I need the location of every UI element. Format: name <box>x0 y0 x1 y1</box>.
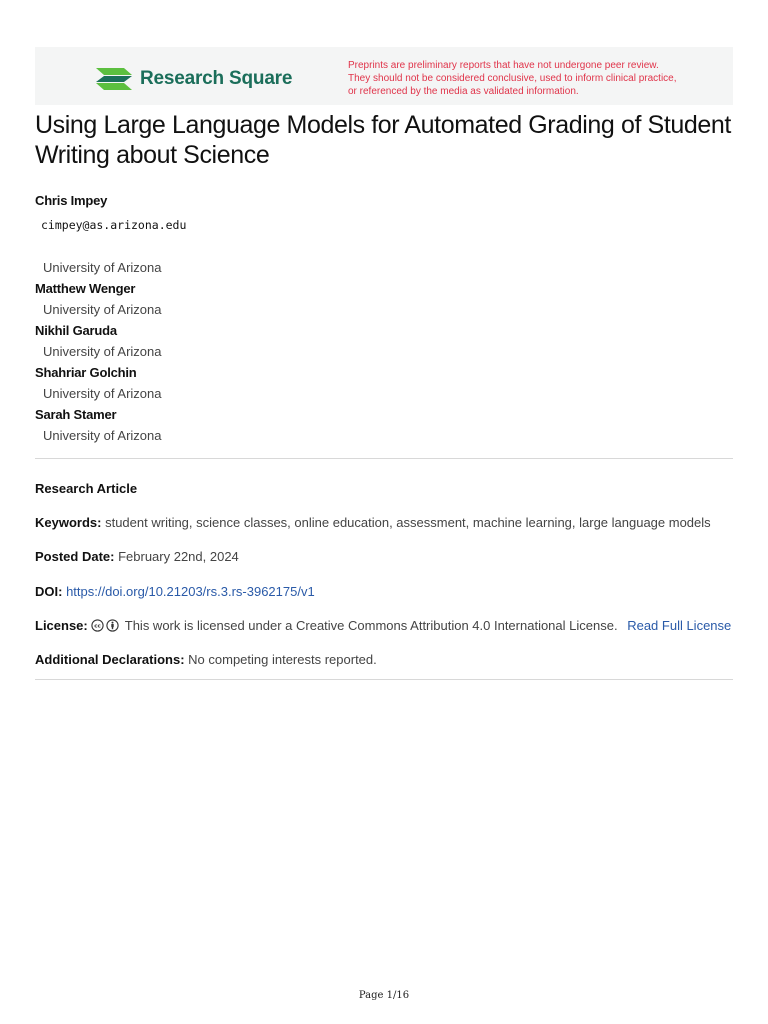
cc-icon <box>91 619 104 632</box>
divider <box>35 679 733 680</box>
research-square-logo-icon <box>94 65 134 93</box>
svg-text:cc: cc <box>94 623 102 630</box>
author-email[interactable]: cimpey@as.arizona.edu <box>41 218 187 232</box>
brand-name: Research Square <box>140 68 293 89</box>
posted-date-label: Posted Date: <box>35 549 115 564</box>
license-row <box>35 618 745 633</box>
doi-label: DOI: <box>35 584 63 599</box>
posted-date-value: February 22nd, 2024 <box>118 549 239 564</box>
author-affiliation: University of Arizona <box>43 260 162 275</box>
keywords-label: Keywords: <box>35 515 102 530</box>
author-name: Chris Impey <box>35 193 108 208</box>
author-name: Nikhil Garuda <box>35 323 117 338</box>
keywords-row <box>35 515 745 530</box>
keywords-value: student writing, science classes, online education, assessment, machine learning, large language models <box>105 515 711 530</box>
license-label: License: <box>35 618 88 633</box>
notice-line: Preprints are preliminary reports that have not undergone peer review. <box>348 60 659 71</box>
notice-line: or referenced by the media as validated information. <box>348 86 579 97</box>
notice-line: They should not be considered conclusive, used to inform clinical practice, <box>348 73 677 84</box>
page-number: Page 1/16 <box>358 990 410 1001</box>
read-full-license-link[interactable]: Read Full License <box>627 618 732 633</box>
doi-link[interactable]: https://doi.org/10.21203/rs.3.rs-3962175/v1 <box>66 584 315 599</box>
declarations-label: Additional Declarations: <box>35 652 185 667</box>
divider <box>35 458 733 459</box>
posted-date-row <box>35 549 745 564</box>
author-affiliation: University of Arizona <box>43 428 162 443</box>
author-affiliation: University of Arizona <box>43 344 162 359</box>
declarations-value: No competing interests reported. <box>188 652 377 667</box>
declarations-row <box>35 652 745 667</box>
paper-title: Using Large Language Models for Automated Grading of Student Writing about Science <box>35 111 731 169</box>
author-list <box>35 190 735 446</box>
author-name: Sarah Stamer <box>35 407 117 422</box>
article-type-label: Research Article <box>35 481 138 496</box>
doi-row <box>35 584 745 599</box>
author-name: Shahriar Golchin <box>35 365 137 380</box>
author-affiliation: University of Arizona <box>43 302 162 317</box>
license-text: This work is licensed under a Creative Commons Attribution 4.0 International License. <box>124 618 618 633</box>
article-type <box>35 481 745 496</box>
preprint-notice <box>348 59 728 98</box>
author-name: Matthew Wenger <box>35 281 136 296</box>
research-square-logo[interactable] <box>94 65 292 93</box>
preprint-banner <box>35 47 733 105</box>
attribution-icon <box>106 619 119 632</box>
author-affiliation: University of Arizona <box>43 386 162 401</box>
